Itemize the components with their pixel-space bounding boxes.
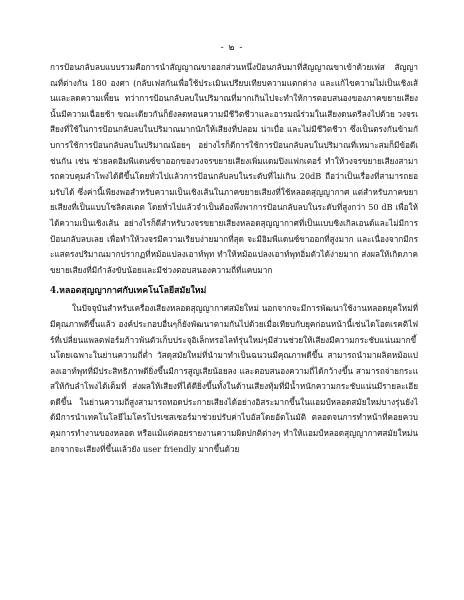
page-number: - ๒ - <box>220 43 244 53</box>
document-body <box>50 60 418 457</box>
section-heading: 4.หลอดสุญญากาศกับเทคโนโลยีสมัยใหม่ <box>50 286 207 297</box>
body-paragraph-1: การป้อนกลับลบแบบรวมคือการนำสัญญาณขาออกส่วนหนึ่งป้อนกลับมาที่สัญญาณขาเข้าด้วยเฟส สัญญาณที่ต่างกัน 180 องศา (กลับเฟสกันเพื่อใช้ประเมินเปรียบเทียบความแตกต่าง และแก้ไขความไม่เป็นเชิงเส้นและลดความเพี้ยน ทว่าการป้อนกลับลบในปริมาณที่มากเกินไปจะทำให้การตอบสนองของภาคขยายเสียงนั้นมีความเฉื่อยช้า ขณะเดียวกันก็ยังลดทอนความมีชีวิตชีวาและอารมณ์ร่วมในเสียงดนตรีลงไปด้วย วงจรเสียงที่ใช้ในการป้อนกลับลบในปริมาณมากนักให้เสียงที่ปลอม น่าเบื่อ และไม่มีชีวิตชีวา ซึ่งเป็นตรงกันข้ามกับการใช้การป้อนกลับลบในปริมาณน้อยๆ อย่างไรก็ดีการใช้การป้อนกลับลบในปริมาณที่เหมาะสมก็มีข้อดีเช่นกัน เช่น ช่วยลดอิมพีแดนซ์ขาออกของวงจรขยายเสียงเพิ่มแดมปิงแฟกเตอร์ ทำให้วงจรขยายเสียงสามารถควบคุมลำโพงได้ดีขึ้นโดยทั่วไปแล้วการป้อนกลับลบในระดับที่ไม่เกิน 20dB ถือว่าเป็นเรื่องที่สามารถยอมรับได้ ซึ่งค่านี้เพียงพอสำหรับความเป็นเชิงเส้นในภาคขยายเสียงที่ใช้หลอดสุญญากาศ แต่สำหรับภาคขยายเสียงที่เป็นแบบโซลิดสเตต โดยทั่วไปแล้วจำเป็นต้องพึ่งพาการป้อนกลับลบในระดับที่สูงกว่า 50 dB เพื่อให้ได้ความเป็นเชิงเส้น อย่างไรก็ดีสำหรับวงจรขยายเสียงหลอดสุญญากาศที่เป็นแบบซิงเกิลเอนด์และไม่มีการป้อนกลับลบเลย เพื่อทำให้วงจรมีความเรียบง่ายมากที่สุด จะมีอิมพีแดนซ์ขาออกที่สูงมาก และเนื่องจากมีกระแสตรงปริมาณมากปรากฏที่หม้อแปลงเอาท์พุท ทำให้หม้อแปลงเอาท์พุทอิ่มตัวได้ง่ายมาก ส่งผลให้เกิดภาคขยายเสียงที่มีกำลังขับน้อยและมีช่วงตอบสนองความถี่ที่แคบมาก <box>50 62 418 275</box>
body-paragraph-2: ในปัจจุบันสำหรับเครื่องเสียงหลอดสุญญากาศสมัยใหม่ นอกจากจะมีการพัฒนาใช้งานหลอดยุคใหม่ที่มีคุณภาพดีขึ้นแล้ว องค์ประกอบอื่นๆก็ยังพัฒนาตามกันไปด้วยเมื่อเทียบกับยุคก่อนหน้านี้เช่นไดโอดเรคติไฟร์ที่เปลี่ยนแพลตฟอร์มก้าวพ้นตัวเก็บประจุอิเล็กทรอไลท์รุ่นใหม่ๆมีส่วนช่วยให้เสียงมีความกระชับแน่นมากขึ้นโดยเฉพาะในย่านความถี่ต่ำ วัสดุสมัยใหม่ที่นำมาทำเป็นฉนวนมีคุณภาพดีขึ้น สามารถนำมาผลิตหม้อแปลงเอาท์พุทที่มีประสิทธิภาพดียิ่งขึ้นมีการสูญเสียน้อยลง และตอบสนองความถี่ได้กว้างขึ้น สามารถจ่ายกระแสให้กับลำโพงได้เต็มที่ ส่งผลให้เสียงที่ได้ดียิ่งขึ้นทั้งในด้านเสียงทุ้มที่มีน้ำหนักความกระชับแน่นมีรายละเอียดดีขึ้น ในย่านความถี่สูงสามารถทอดประกายเสียงได้อย่างอิสระมากขึ้นในแอมป์หลอดสมัยใหม่บางรุ่นยังได้มีการนำเทคโนโลยีไมโครโปรเซสเซอร์มาช่วยปรับค่าไบอัสโดยอัตโนมัติ ตลอดจนการทำหน้าที่คอยควบคุมการทำงานของหลอด หรือแม้แต่คอยรายงานความผิดปกติต่างๆ ทำให้แอมป์หลอดสุญญากาศสมัยใหม่นอกจากจะเสียงที่ขึ้นแล้วยัง user friendly มากขึ้นด้วย <box>50 303 418 454</box>
